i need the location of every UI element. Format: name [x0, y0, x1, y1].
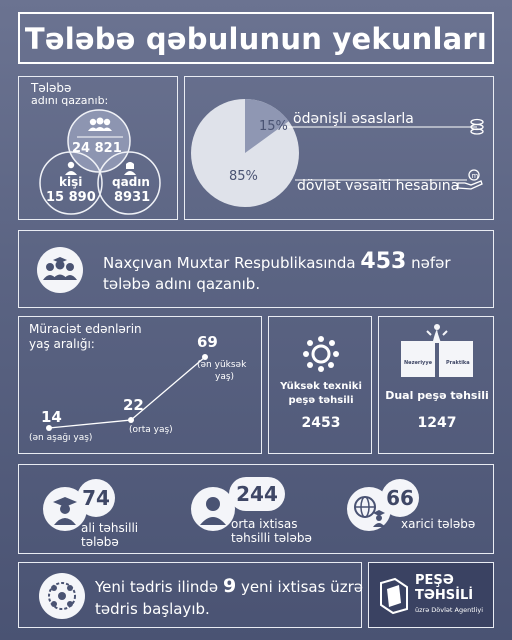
title-box [18, 12, 494, 64]
agency-name-2: TƏHSİLİ [415, 588, 474, 603]
male-value: 15 890 [46, 190, 96, 205]
new-programs-panel [18, 562, 362, 628]
agency-name-1: PEŞƏ [415, 573, 454, 588]
funding-pie-chart [185, 77, 495, 221]
higher-value: 74 [77, 479, 115, 517]
higher-tech-value: 2453 [301, 415, 341, 431]
students-label-2: adını qazanıb: [31, 94, 109, 107]
dual-panel [378, 316, 494, 454]
funding-panel [184, 76, 494, 220]
foreign-value: 66 [381, 479, 419, 517]
education-panel [18, 464, 494, 554]
foreign-label: xarici tələbə [401, 517, 476, 531]
higher-label-2: tələbə [81, 535, 119, 549]
svg-text:m: m [471, 172, 479, 180]
people-circle-icon [301, 333, 341, 373]
female-icon [123, 161, 137, 175]
agency-name-3: üzrə Dövlət Agentliyi [415, 606, 484, 614]
higher-tech-label-1: Yüksək texniki [280, 381, 362, 392]
students-label-1: Tələbə [31, 81, 72, 95]
gears-people-icon [39, 573, 85, 619]
new-programs-line2: tədris başlayıb. [95, 600, 210, 618]
new-programs-text [95, 575, 363, 597]
state-percent: 85% [229, 169, 258, 184]
age-max-label-1: (ən yüksək [197, 360, 247, 370]
book-left-text: Nəzəriyyə [404, 360, 432, 366]
age-avg-value: 22 [123, 396, 144, 414]
higher-tech-label-2: peşə təhsili [288, 395, 354, 406]
secondary-label-1: orta ixtisas [231, 517, 298, 531]
coins-icon [468, 117, 486, 135]
nakhchivan-count: 453 [360, 249, 407, 274]
higher-label-1: ali təhsilli [81, 521, 139, 535]
age-min-value: 14 [41, 408, 62, 426]
page-title: Tələbə qəbulunun yekunları [24, 22, 488, 56]
male-label: kişi [59, 175, 83, 189]
nakhchivan-text-before: Naxçıvan Muxtar Respublikasında [103, 254, 356, 272]
graduates-icon [37, 247, 83, 293]
students-total: 24 821 [72, 141, 122, 156]
secondary-label-2: təhsilli tələbə [231, 531, 312, 545]
age-avg-label: (orta yaş) [129, 425, 173, 435]
dual-value: 1247 [417, 415, 457, 431]
new-programs-text-before: Yeni tədris ilində [95, 578, 219, 596]
age-max-label-2: yaş) [215, 372, 235, 382]
secondary-value: 244 [229, 477, 285, 511]
dual-label: Dual peşə təhsili [385, 389, 489, 402]
nakhchivan-text [103, 249, 451, 274]
students-panel [18, 76, 178, 220]
nakhchivan-line2: tələbə adını qazanıb. [103, 275, 261, 293]
agency-emblem-icon [377, 575, 411, 615]
new-programs-text-after: yeni ixtisas üzrə [240, 578, 363, 596]
paid-percent: 15% [259, 119, 288, 134]
age-heading-1: Müraciət edənlərin [29, 322, 142, 336]
state-label: dövlət vəsaiti hesabına [297, 178, 460, 194]
hand-money-icon [457, 169, 483, 191]
female-label: qadın [112, 175, 150, 189]
book-right-text: Praktika [446, 360, 470, 366]
age-panel [18, 316, 262, 454]
female-value: 8931 [114, 190, 151, 205]
male-icon [64, 161, 78, 175]
new-programs-count: 9 [222, 575, 237, 597]
higher-tech-panel [268, 316, 372, 454]
book-icon [397, 323, 477, 381]
paid-label: ödənişli əsaslarla [293, 111, 414, 127]
agency-logo [368, 562, 494, 628]
nakhchivan-panel [18, 230, 494, 308]
age-max-value: 69 [197, 333, 218, 351]
age-heading-2: yaş aralığı: [29, 337, 95, 351]
students-group-icon [87, 117, 113, 135]
age-min-label: (ən aşağı yaş) [29, 433, 93, 443]
nakhchivan-text-after: nəfər [411, 254, 451, 272]
